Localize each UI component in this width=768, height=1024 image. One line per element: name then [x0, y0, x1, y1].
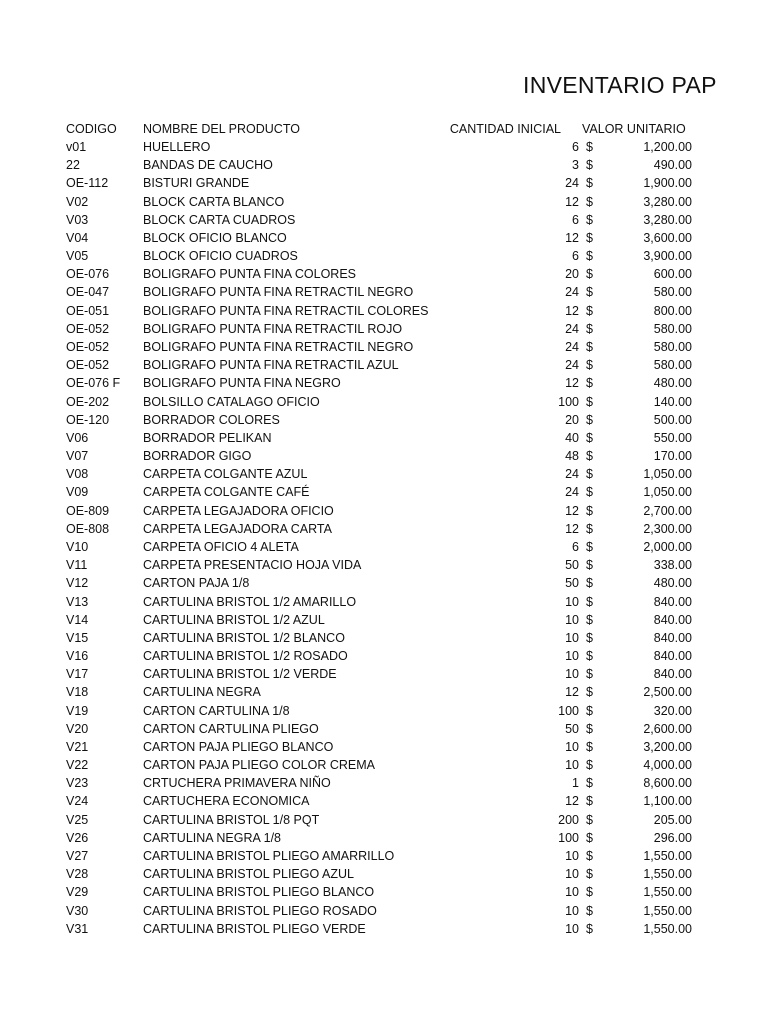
cell-code: V10 [66, 539, 89, 554]
cell-value: 1,900.00 [643, 176, 692, 191]
cell-code: OE-202 [66, 394, 110, 409]
cell-code: V19 [66, 703, 89, 718]
cell-value: 840.00 [653, 667, 692, 682]
cell-code: V06 [66, 430, 89, 445]
cell-currency: $ [586, 158, 593, 173]
cell-qty: 10 [565, 649, 579, 664]
cell-name: CARTULINA BRISTOL 1/2 AZUL [143, 612, 325, 627]
cell-qty: 50 [565, 721, 579, 736]
cell-qty: 50 [565, 576, 579, 591]
cell-currency: $ [586, 885, 593, 900]
cell-qty: 100 [558, 703, 579, 718]
table-row [0, 393, 768, 411]
cell-currency: $ [586, 576, 593, 591]
cell-currency: $ [586, 503, 593, 518]
cell-qty: 12 [565, 503, 579, 518]
cell-currency: $ [586, 467, 593, 482]
cell-code: V15 [66, 630, 89, 645]
cell-qty: 10 [565, 885, 579, 900]
cell-qty: 24 [565, 467, 579, 482]
cell-value: 1,100.00 [643, 794, 692, 809]
table-row [0, 193, 768, 211]
table-row [0, 538, 768, 556]
cell-qty: 6 [572, 140, 579, 154]
cell-code: V18 [66, 685, 89, 700]
table-row [0, 774, 768, 792]
cell-name: BOLIGRAFO PUNTA FINA RETRACTIL AZUL [143, 358, 399, 373]
cell-qty: 24 [565, 485, 579, 500]
cell-code: V14 [66, 612, 89, 627]
cell-code: V17 [66, 667, 89, 682]
cell-value: 3,280.00 [643, 212, 692, 227]
table-row [0, 447, 768, 465]
cell-name: BOLIGRAFO PUNTA FINA RETRACTIL COLORES [143, 303, 429, 318]
table-row [0, 720, 768, 738]
cell-name: BLOCK OFICIO CUADROS [143, 249, 298, 264]
cell-name: CARPETA COLGANTE AZUL [143, 467, 308, 482]
cell-code: V29 [66, 885, 89, 900]
cell-value: 600.00 [653, 267, 692, 282]
cell-code: V08 [66, 467, 89, 482]
cell-name: CARTULINA NEGRA 1/8 [143, 830, 282, 845]
cell-code: OE-052 [66, 321, 110, 336]
cell-code: V31 [66, 921, 89, 936]
cell-name: CARPETA OFICIO 4 ALETA [143, 539, 299, 554]
cell-code: V16 [66, 649, 89, 664]
cell-name: BOLIGRAFO PUNTA FINA NEGRO [143, 376, 341, 391]
cell-currency: $ [586, 485, 593, 500]
cell-qty: 10 [565, 667, 579, 682]
cell-qty: 10 [565, 921, 579, 936]
cell-code: V02 [66, 194, 89, 209]
cell-currency: $ [586, 358, 593, 373]
table-row [0, 247, 768, 265]
cell-code: v01 [66, 140, 87, 154]
cell-currency: $ [586, 903, 593, 918]
cell-code: V11 [66, 558, 88, 573]
table-row [0, 629, 768, 647]
cell-code: V26 [66, 830, 89, 845]
cell-currency: $ [586, 612, 593, 627]
cell-currency: $ [586, 812, 593, 827]
cell-value: 2,600.00 [643, 721, 692, 736]
table-row [0, 883, 768, 901]
cell-qty: 10 [565, 594, 579, 609]
cell-value: 1,550.00 [643, 903, 692, 918]
cell-qty: 24 [565, 285, 579, 300]
cell-name: CARTON PAJA PLIEGO BLANCO [143, 739, 334, 754]
cell-code: V24 [66, 794, 89, 809]
table-row [0, 902, 768, 920]
table-row [0, 647, 768, 665]
cell-code: OE-120 [66, 412, 110, 427]
cell-name: HUELLERO [143, 140, 211, 154]
cell-name: CARPETA LEGAJADORA OFICIO [143, 503, 334, 518]
cell-code: V30 [66, 903, 89, 918]
cell-currency: $ [586, 685, 593, 700]
cell-currency: $ [586, 721, 593, 736]
cell-currency: $ [586, 321, 593, 336]
table-header [0, 120, 768, 138]
cell-name: CARTULINA BRISTOL 1/8 PQT [143, 812, 320, 827]
cell-value: 2,300.00 [643, 521, 692, 536]
cell-currency: $ [586, 376, 593, 391]
cell-value: 800.00 [653, 303, 692, 318]
table-row [0, 265, 768, 283]
cell-name: CARPETA PRESENTACIO HOJA VIDA [143, 558, 362, 573]
cell-currency: $ [586, 849, 593, 864]
cell-qty: 12 [565, 794, 579, 809]
table-row [0, 374, 768, 392]
cell-value: 1,050.00 [643, 485, 692, 500]
table-row [0, 174, 768, 192]
cell-currency: $ [586, 594, 593, 609]
cell-qty: 10 [565, 867, 579, 882]
cell-currency: $ [586, 394, 593, 409]
cell-value: 296.00 [653, 830, 692, 845]
cell-currency: $ [586, 521, 593, 536]
cell-name: CARTON PAJA 1/8 [143, 576, 250, 591]
cell-name: CARTULINA BRISTOL PLIEGO BLANCO [143, 885, 375, 900]
cell-currency: $ [586, 140, 593, 154]
table-row [0, 320, 768, 338]
table-row [0, 302, 768, 320]
cell-name: CARPETA LEGAJADORA CARTA [143, 521, 332, 536]
cell-qty: 12 [565, 194, 579, 209]
cell-qty: 12 [565, 685, 579, 700]
cell-name: CARTULINA BRISTOL 1/2 VERDE [143, 667, 337, 682]
header-code: CODIGO [66, 122, 117, 136]
table-row [0, 411, 768, 429]
cell-name: CARTULINA BRISTOL 1/2 AMARILLO [143, 594, 357, 609]
cell-value: 480.00 [653, 576, 692, 591]
cell-code: OE-051 [66, 303, 110, 318]
cell-code: V28 [66, 867, 89, 882]
table-row [0, 756, 768, 774]
cell-value: 840.00 [653, 612, 692, 627]
cell-code: V05 [66, 249, 89, 264]
cell-code: V09 [66, 485, 89, 500]
cell-value: 840.00 [653, 594, 692, 609]
cell-currency: $ [586, 776, 593, 791]
cell-code: V22 [66, 758, 89, 773]
table-row [0, 847, 768, 865]
table-row [0, 665, 768, 683]
cell-name: CARTON CARTULINA PLIEGO [143, 721, 319, 736]
cell-qty: 40 [565, 430, 579, 445]
table-row [0, 138, 768, 156]
header-name: NOMBRE DEL PRODUCTO [143, 122, 300, 136]
cell-value: 580.00 [653, 321, 692, 336]
cell-qty: 12 [565, 376, 579, 391]
table-row [0, 556, 768, 574]
cell-code: V07 [66, 449, 89, 464]
cell-currency: $ [586, 194, 593, 209]
cell-name: CARTON PAJA PLIEGO COLOR CREMA [143, 758, 376, 773]
cell-value: 490.00 [653, 158, 692, 173]
cell-value: 550.00 [653, 430, 692, 445]
table-row [0, 920, 768, 938]
cell-qty: 100 [558, 830, 579, 845]
cell-code: V23 [66, 776, 89, 791]
header-qty: CANTIDAD INICIAL [449, 122, 561, 136]
cell-name: BLOCK CARTA CUADROS [143, 212, 296, 227]
cell-name: CARTULINA BRISTOL PLIEGO VERDE [143, 921, 366, 936]
cell-qty: 10 [565, 630, 579, 645]
cell-currency: $ [586, 867, 593, 882]
cell-code: V04 [66, 230, 89, 245]
cell-qty: 12 [565, 230, 579, 245]
cell-name: CRTUCHERA PRIMAVERA NIÑO [143, 776, 331, 791]
cell-name: BOLSILLO CATALAGO OFICIO [143, 394, 320, 409]
cell-value: 1,550.00 [643, 885, 692, 900]
cell-code: V13 [66, 594, 89, 609]
cell-name: BORRADOR PELIKAN [143, 430, 272, 445]
table-row [0, 229, 768, 247]
table-row [0, 520, 768, 538]
cell-qty: 200 [558, 812, 579, 827]
cell-code: V12 [66, 576, 89, 591]
cell-code: V27 [66, 849, 89, 864]
cell-value: 2,700.00 [643, 503, 692, 518]
cell-code: OE-076 F [66, 376, 121, 391]
cell-qty: 12 [565, 303, 579, 318]
cell-value: 1,050.00 [643, 467, 692, 482]
cell-name: CARTULINA BRISTOL 1/2 BLANCO [143, 630, 345, 645]
cell-value: 3,600.00 [643, 230, 692, 245]
cell-currency: $ [586, 539, 593, 554]
cell-currency: $ [586, 794, 593, 809]
cell-value: 140.00 [653, 394, 692, 409]
cell-code: V21 [66, 739, 89, 754]
cell-value: 4,000.00 [643, 758, 692, 773]
table-row [0, 593, 768, 611]
cell-code: V20 [66, 721, 89, 736]
page-title: INVENTARIO PAP [523, 72, 717, 98]
header-value: VALOR UNITARIO [582, 122, 686, 136]
cell-currency: $ [586, 285, 593, 300]
table-row [0, 211, 768, 229]
cell-value: 580.00 [653, 339, 692, 354]
table-row [0, 683, 768, 701]
table-row [0, 465, 768, 483]
cell-currency: $ [586, 339, 593, 354]
cell-name: CARTULINA BRISTOL 1/2 ROSADO [143, 649, 348, 664]
cell-value: 3,900.00 [643, 249, 692, 264]
cell-code: OE-047 [66, 285, 110, 300]
cell-qty: 10 [565, 758, 579, 773]
cell-currency: $ [586, 449, 593, 464]
cell-value: 170.00 [653, 449, 692, 464]
cell-qty: 3 [572, 158, 579, 173]
cell-code: OE-052 [66, 339, 110, 354]
cell-qty: 100 [558, 394, 579, 409]
cell-qty: 24 [565, 176, 579, 191]
cell-currency: $ [586, 176, 593, 191]
table-row [0, 829, 768, 847]
cell-currency: $ [586, 739, 593, 754]
cell-name: CARPETA COLGANTE CAFÉ [143, 485, 310, 500]
table-row [0, 356, 768, 374]
cell-value: 2,500.00 [643, 685, 692, 700]
cell-name: BLOCK CARTA BLANCO [143, 194, 285, 209]
cell-currency: $ [586, 830, 593, 845]
cell-currency: $ [586, 649, 593, 664]
cell-currency: $ [586, 303, 593, 318]
table-row [0, 865, 768, 883]
cell-qty: 6 [572, 249, 579, 264]
table-row [0, 429, 768, 447]
cell-value: 320.00 [653, 703, 692, 718]
cell-code: OE-808 [66, 521, 110, 536]
cell-name: CARTULINA BRISTOL PLIEGO AMARRILLO [143, 849, 395, 864]
cell-name: BOLIGRAFO PUNTA FINA COLORES [143, 267, 357, 282]
cell-name: BORRADOR GIGO [143, 449, 252, 464]
cell-name: CARTULINA BRISTOL PLIEGO AZUL [143, 867, 354, 882]
cell-value: 2,000.00 [643, 539, 692, 554]
cell-value: 840.00 [653, 649, 692, 664]
cell-value: 500.00 [653, 412, 692, 427]
cell-currency: $ [586, 267, 593, 282]
cell-code: V03 [66, 212, 89, 227]
cell-value: 205.00 [653, 812, 692, 827]
cell-qty: 6 [572, 212, 579, 227]
cell-currency: $ [586, 703, 593, 718]
cell-qty: 6 [572, 539, 579, 554]
cell-value: 1,200.00 [643, 140, 692, 154]
cell-qty: 24 [565, 358, 579, 373]
cell-value: 3,280.00 [643, 194, 692, 209]
cell-currency: $ [586, 412, 593, 427]
table-row [0, 483, 768, 501]
table-row [0, 738, 768, 756]
cell-code: OE-809 [66, 503, 110, 518]
cell-qty: 10 [565, 849, 579, 864]
cell-qty: 12 [565, 521, 579, 536]
cell-currency: $ [586, 230, 593, 245]
cell-name: CARTUCHERA ECONOMICA [143, 794, 310, 809]
cell-currency: $ [586, 212, 593, 227]
cell-qty: 50 [565, 558, 579, 573]
cell-name: BORRADOR COLORES [143, 412, 280, 427]
cell-qty: 10 [565, 903, 579, 918]
cell-name: CARTULINA NEGRA [143, 685, 261, 700]
cell-value: 480.00 [653, 376, 692, 391]
cell-value: 580.00 [653, 358, 692, 373]
table-row [0, 156, 768, 174]
cell-code: 22 [66, 158, 80, 173]
cell-code: OE-076 [66, 267, 110, 282]
cell-qty: 10 [565, 739, 579, 754]
cell-qty: 24 [565, 339, 579, 354]
cell-name: BISTURI GRANDE [143, 176, 250, 191]
cell-qty: 20 [565, 412, 579, 427]
cell-name: CARTULINA BRISTOL PLIEGO ROSADO [143, 903, 377, 918]
table-row [0, 502, 768, 520]
cell-value: 580.00 [653, 285, 692, 300]
table-row [0, 811, 768, 829]
cell-value: 840.00 [653, 630, 692, 645]
table-row [0, 574, 768, 592]
cell-currency: $ [586, 430, 593, 445]
cell-code: OE-052 [66, 358, 110, 373]
cell-qty: 24 [565, 321, 579, 336]
cell-currency: $ [586, 758, 593, 773]
cell-qty: 1 [572, 776, 579, 791]
cell-qty: 48 [565, 449, 579, 464]
cell-value: 338.00 [653, 558, 692, 573]
cell-currency: $ [586, 249, 593, 264]
cell-name: BOLIGRAFO PUNTA FINA RETRACTIL NEGRO [143, 339, 414, 354]
cell-code: V25 [66, 812, 89, 827]
cell-value: 1,550.00 [643, 921, 692, 936]
cell-qty: 20 [565, 267, 579, 282]
cell-currency: $ [586, 630, 593, 645]
cell-name: BOLIGRAFO PUNTA FINA RETRACTIL NEGRO [143, 285, 414, 300]
cell-value: 3,200.00 [643, 739, 692, 754]
cell-name: BOLIGRAFO PUNTA FINA RETRACTIL ROJO [143, 321, 403, 336]
table-row [0, 792, 768, 810]
cell-currency: $ [586, 921, 593, 936]
cell-name: BLOCK OFICIO BLANCO [143, 230, 287, 245]
cell-value: 1,550.00 [643, 849, 692, 864]
cell-name: CARTON CARTULINA 1/8 [143, 703, 290, 718]
cell-value: 8,600.00 [643, 776, 692, 791]
cell-code: OE-112 [66, 176, 109, 191]
cell-name: BANDAS DE CAUCHO [143, 158, 273, 173]
table-row [0, 338, 768, 356]
cell-value: 1,550.00 [643, 867, 692, 882]
table-row [0, 611, 768, 629]
cell-currency: $ [586, 667, 593, 682]
table-row [0, 702, 768, 720]
table-row [0, 283, 768, 301]
cell-currency: $ [586, 558, 593, 573]
cell-qty: 10 [565, 612, 579, 627]
